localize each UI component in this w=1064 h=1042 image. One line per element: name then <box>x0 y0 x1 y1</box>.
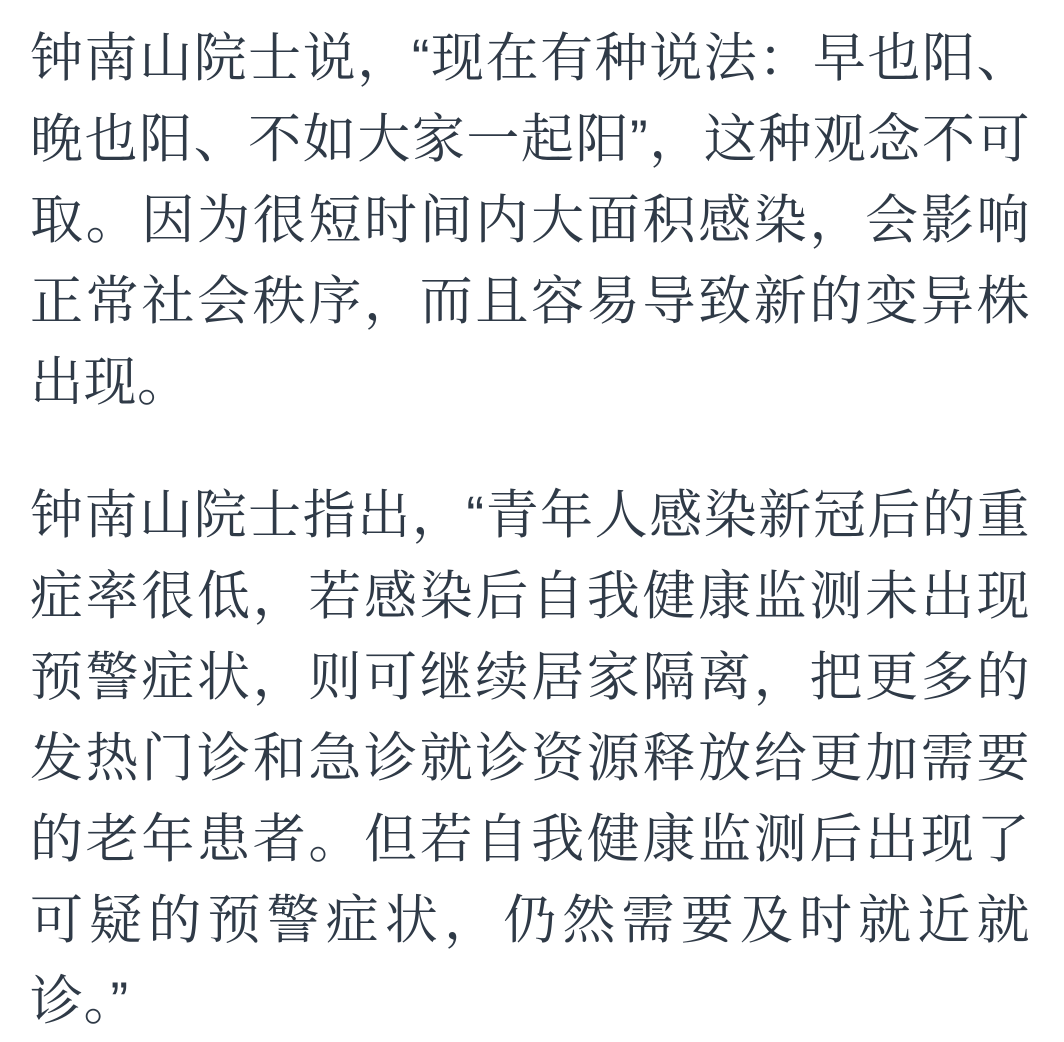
paragraph-1: 钟南山院士说，“现在有种说法：早也阳、晚也阳、不如大家一起阳”，这种观念不可取。因为很短时间内大面积感染，会影响正常社会秩序，而且容易导致新的变异株出现。 <box>30 29 1030 412</box>
paragraph-2: 钟南山院士指出，“青年人感染新冠后的重症率很低，若感染后自我健康监测未出现预警症状，则可继续居家隔离，把更多的发热门诊和急诊就诊资源释放给更加需要的老年患者。但若自我健康监测后出现了可疑的预警症状，仍然需要及时就近就诊。” <box>30 486 1030 1031</box>
